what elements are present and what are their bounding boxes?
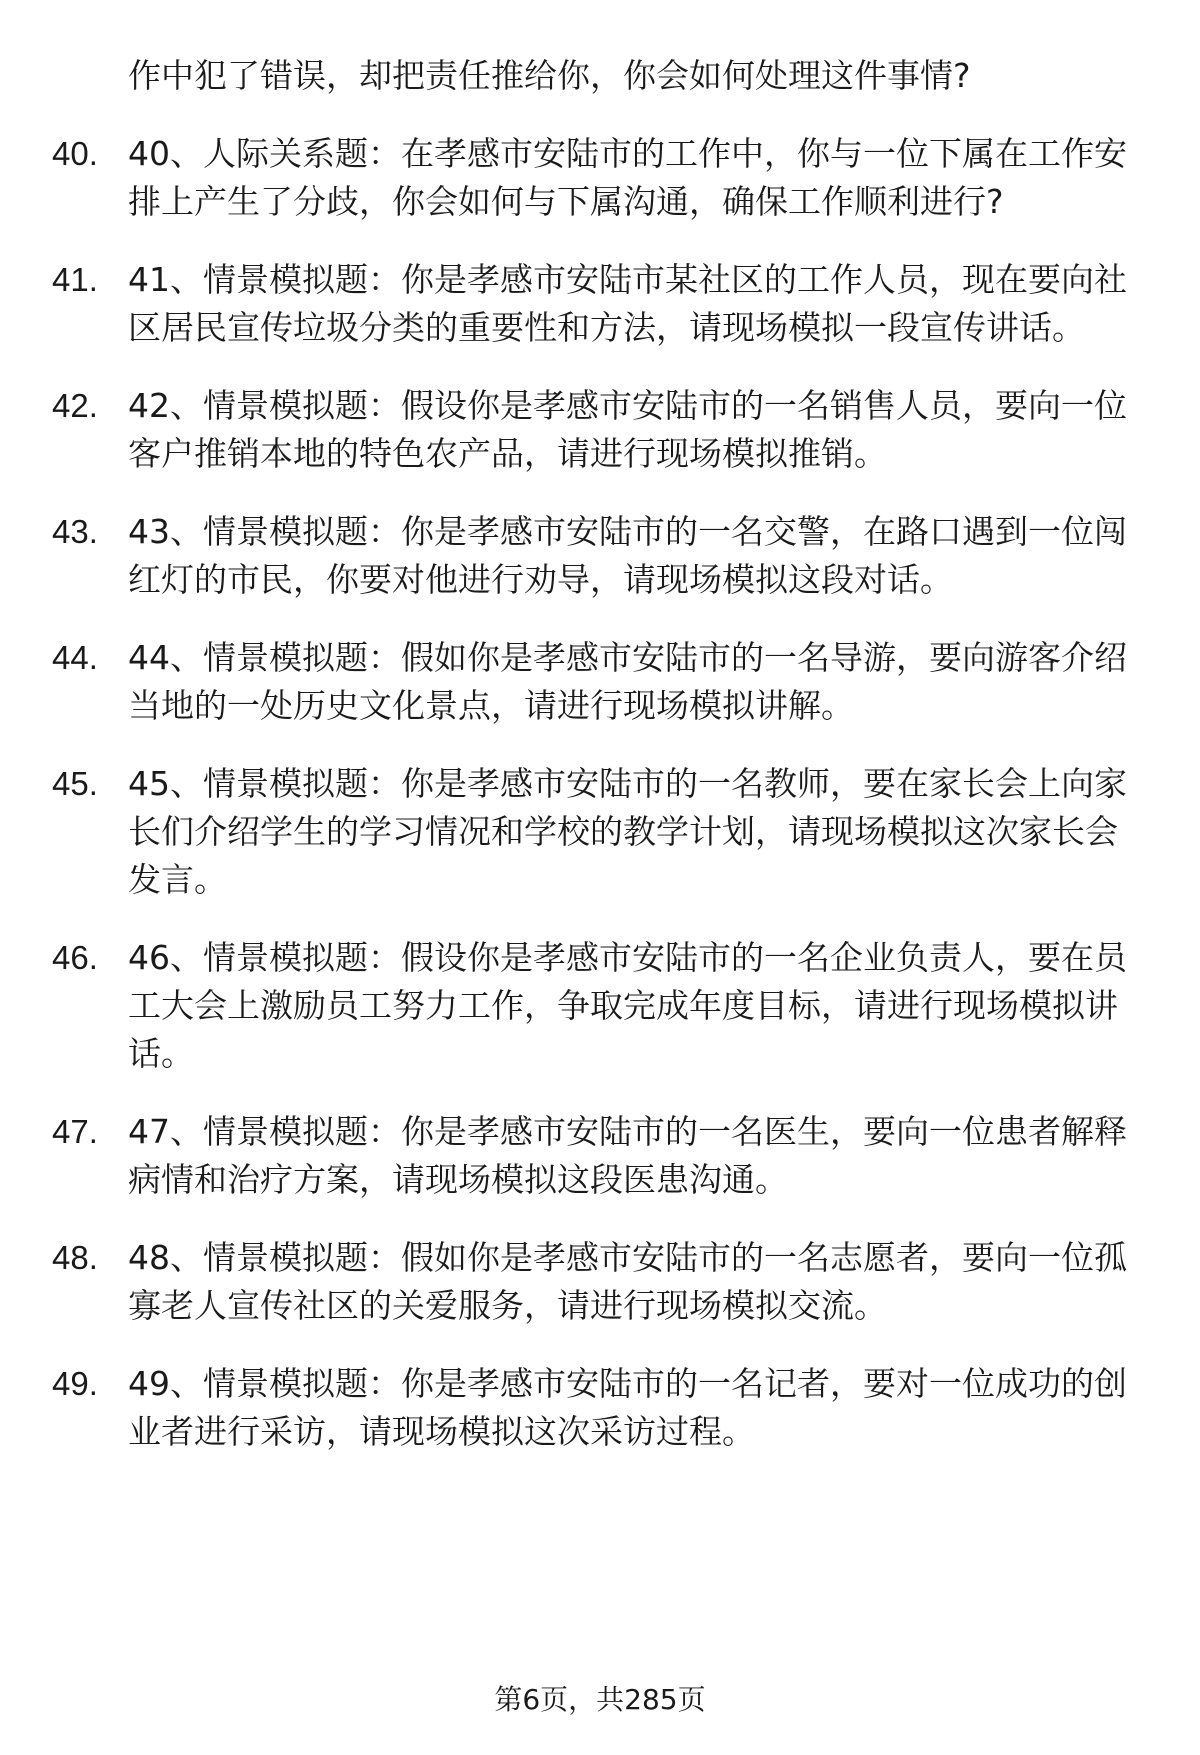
- continued-question-text: 作中犯了错误，却把责任推给你，你会如何处理这件事情?: [128, 56, 971, 95]
- item-number: 49.: [52, 1365, 98, 1402]
- item-number: 46.: [52, 939, 98, 976]
- item-number: 42.: [52, 387, 98, 424]
- list-item: [0, 760, 1200, 904]
- item-text: 41、情景模拟题：你是孝感市安陆市某社区的工作人员，现在要向社区居民宣传垃圾分类的重要性和方法，请现场模拟一段宣传讲话。: [128, 260, 1127, 347]
- page-footer: 第6页，共285页: [494, 1683, 706, 1716]
- item-number: 40.: [52, 135, 98, 172]
- list-item: [0, 508, 1200, 604]
- list-item: [0, 382, 1200, 478]
- item-number: 45.: [52, 765, 98, 802]
- list-item: [0, 130, 1200, 226]
- item-number: 41.: [52, 261, 98, 298]
- item-number: 43.: [52, 513, 98, 550]
- question-list: [0, 52, 1200, 1456]
- list-item: [0, 1360, 1200, 1456]
- item-text: 45、情景模拟题：你是孝感市安陆市的一名教师，要在家长会上向家长们介绍学生的学习情况和学校的教学计划，请现场模拟这次家长会发言。: [128, 764, 1127, 899]
- list-item: [0, 1234, 1200, 1330]
- item-number: 44.: [52, 639, 98, 676]
- list-item: [0, 934, 1200, 1078]
- item-number: 47.: [52, 1113, 98, 1150]
- item-text: 44、情景模拟题：假如你是孝感市安陆市的一名导游，要向游客介绍当地的一处历史文化景点，请进行现场模拟讲解。: [128, 638, 1127, 725]
- item-text: 48、情景模拟题：假如你是孝感市安陆市的一名志愿者，要向一位孤寡老人宣传社区的关爱服务，请进行现场模拟交流。: [128, 1238, 1127, 1325]
- list-item: [0, 634, 1200, 730]
- item-number: 48.: [52, 1239, 98, 1276]
- item-text: 40、人际关系题：在孝感市安陆市的工作中，你与一位下属在工作安排上产生了分歧，你会如何与下属沟通，确保工作顺利进行?: [128, 134, 1127, 221]
- item-text: 49、情景模拟题：你是孝感市安陆市的一名记者，要对一位成功的创业者进行采访，请现场模拟这次采访过程。: [128, 1364, 1127, 1451]
- list-item: [0, 256, 1200, 352]
- item-text: 42、情景模拟题：假设你是孝感市安陆市的一名销售人员，要向一位客户推销本地的特色农产品，请进行现场模拟推销。: [128, 386, 1127, 473]
- item-text: 43、情景模拟题：你是孝感市安陆市的一名交警，在路口遇到一位闯红灯的市民，你要对他进行劝导，请现场模拟这段对话。: [128, 512, 1127, 599]
- item-text: 47、情景模拟题：你是孝感市安陆市的一名医生，要向一位患者解释病情和治疗方案，请现场模拟这段医患沟通。: [128, 1112, 1127, 1199]
- list-item: [0, 1108, 1200, 1204]
- item-text: 46、情景模拟题：假设你是孝感市安陆市的一名企业负责人，要在员工大会上激励员工努力工作，争取完成年度目标，请进行现场模拟讲话。: [128, 938, 1127, 1073]
